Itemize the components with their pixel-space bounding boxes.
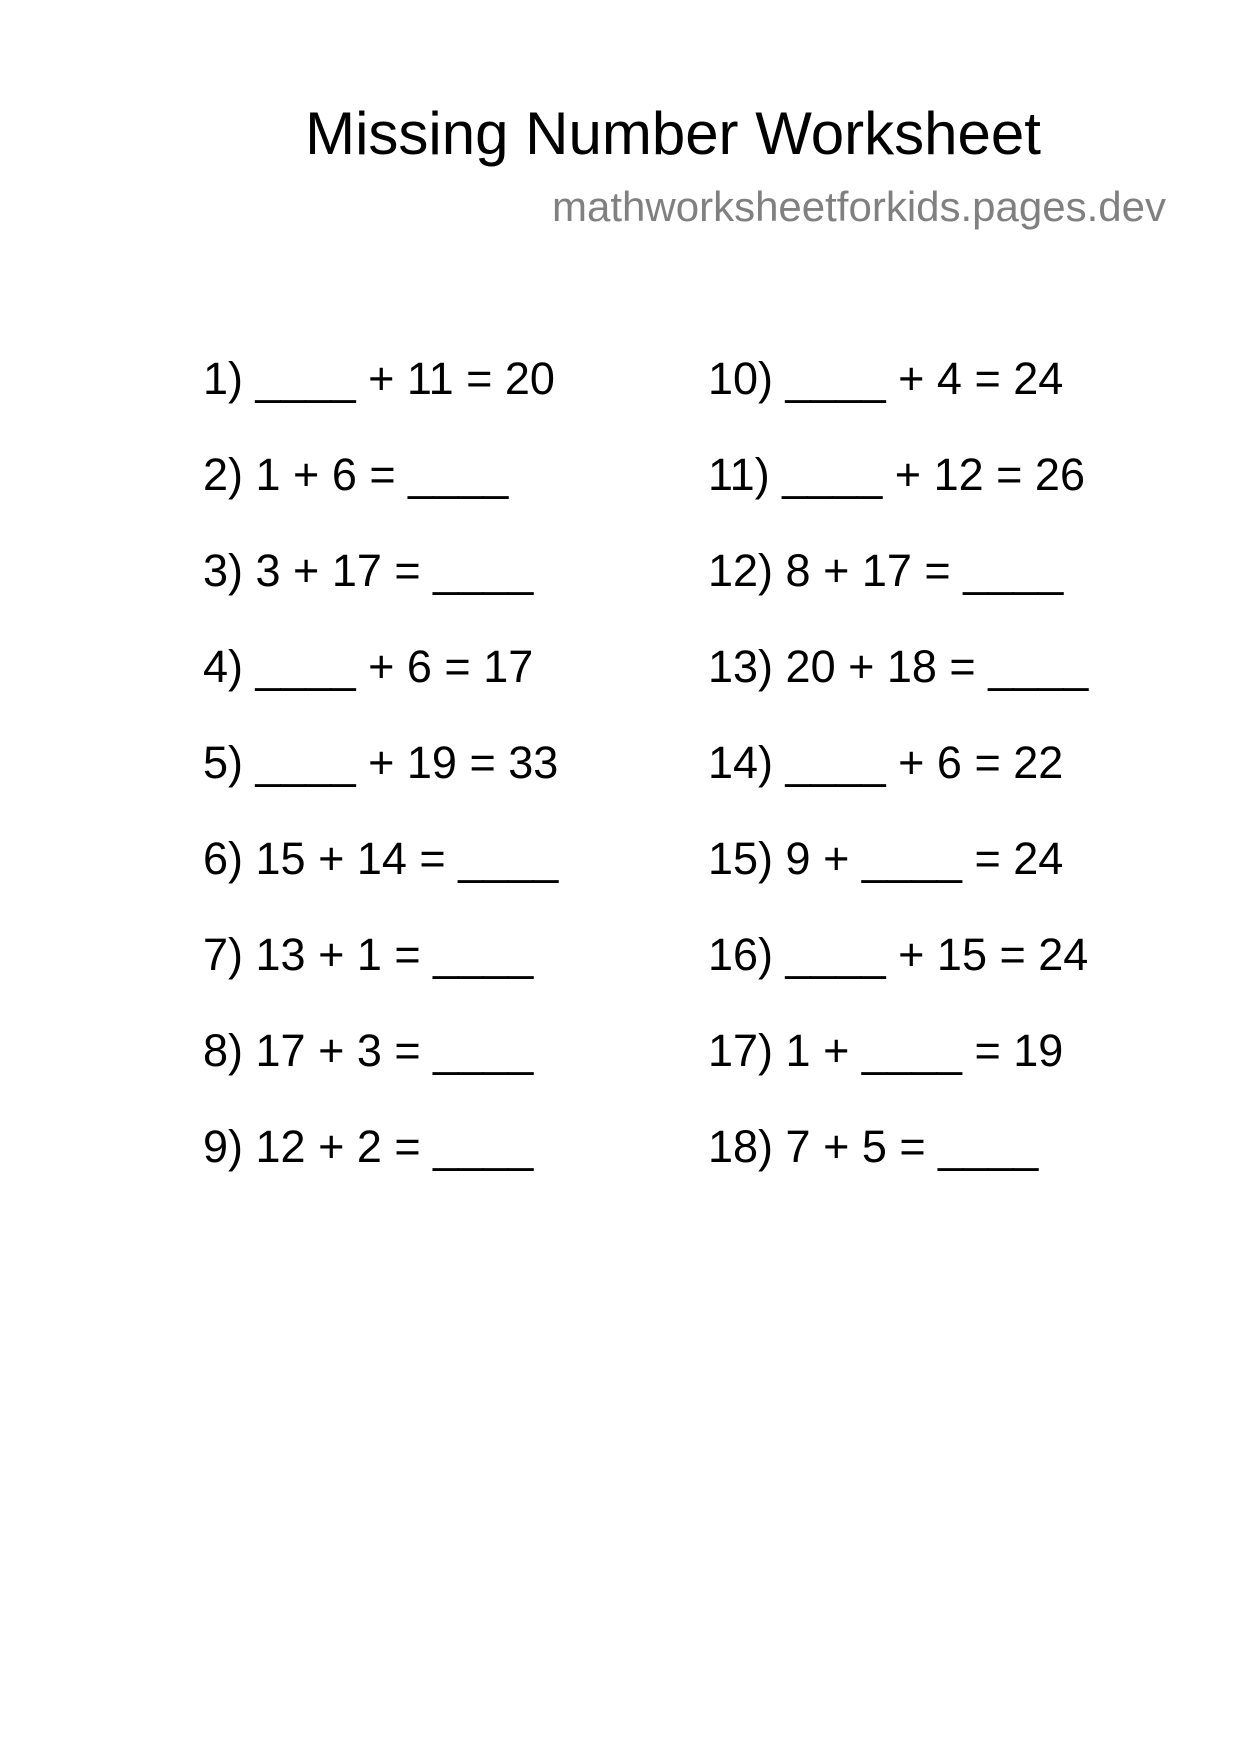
problem: 13) 20 + 18 = ____ bbox=[708, 641, 1089, 692]
problem: 12) 8 + 17 = ____ bbox=[708, 545, 1064, 596]
site-url: mathworksheetforkids.pages.dev bbox=[552, 183, 1166, 230]
problem: 8) 17 + 3 = ____ bbox=[203, 1025, 534, 1076]
problem: 6) 15 + 14 = ____ bbox=[203, 833, 559, 884]
problem: 14) ____ + 6 = 22 bbox=[708, 737, 1064, 788]
problem: 18) 7 + 5 = ____ bbox=[708, 1121, 1039, 1172]
problem: 11) ____ + 12 = 26 bbox=[708, 449, 1085, 500]
problem: 2) 1 + 6 = ____ bbox=[203, 449, 509, 500]
worksheet-title: Missing Number Worksheet bbox=[305, 100, 1041, 167]
problem: 1) ____ + 11 = 20 bbox=[203, 353, 555, 404]
problem: 17) 1 + ____ = 19 bbox=[708, 1025, 1064, 1076]
problems-right-column bbox=[708, 352, 1088, 1216]
problem: 7) 13 + 1 = ____ bbox=[203, 929, 534, 980]
problem: 9) 12 + 2 = ____ bbox=[203, 1121, 534, 1172]
problem: 4) ____ + 6 = 17 bbox=[203, 641, 534, 692]
problem: 3) 3 + 17 = ____ bbox=[203, 545, 534, 596]
problems-left-column bbox=[203, 352, 558, 1216]
problem: 5) ____ + 19 = 33 bbox=[203, 737, 559, 788]
problem: 15) 9 + ____ = 24 bbox=[708, 833, 1064, 884]
problem: 16) ____ + 15 = 24 bbox=[708, 929, 1089, 980]
problem: 10) ____ + 4 = 24 bbox=[708, 353, 1064, 404]
